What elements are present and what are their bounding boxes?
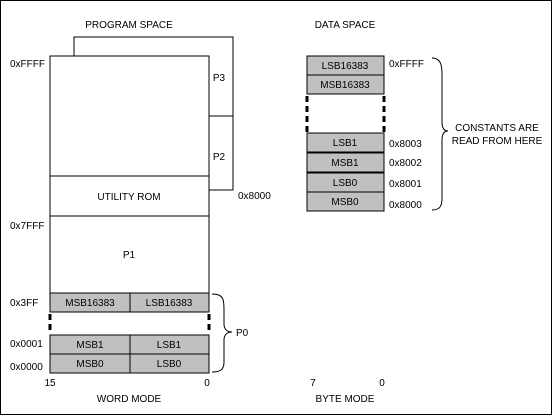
region-p0: P0 [236, 328, 249, 339]
data-addr-8001: 0x8001 [389, 179, 422, 190]
data-bit-high: 7 [310, 378, 316, 389]
data-addr-8002: 0x8002 [389, 158, 422, 169]
constants-note-line1: CONSTANTS ARE [455, 123, 539, 134]
data-addr-8000: 0x8000 [389, 200, 422, 211]
region-p2: P2 [212, 152, 226, 163]
constants-note-line2: READ FROM HERE [451, 136, 543, 147]
prog-addr-ffff: 0xFFFF [10, 59, 45, 70]
data-cell-msb0-label: MSB0 [331, 197, 359, 208]
prog-cell-lsb1-label: LSB1 [156, 340, 182, 351]
data-addr-8003: 0x8003 [389, 139, 422, 150]
data-bit-low: 0 [379, 378, 385, 389]
data-addr-ffff: 0xFFFF [389, 59, 424, 70]
prog-addr-8000: 0x8000 [238, 191, 271, 202]
region-p3: P3 [212, 73, 226, 84]
data-mode-label: BYTE MODE [315, 394, 375, 405]
prog-cell-lsb16383-label: LSB16383 [145, 298, 193, 309]
prog-bit-low: 0 [204, 378, 210, 389]
prog-addr-3ff: 0x3FF [10, 298, 39, 309]
prog-addr-0001: 0x0001 [10, 339, 43, 350]
prog-addr-0000: 0x0000 [10, 362, 43, 373]
p0-brace [212, 294, 232, 372]
data-cell-lsb0-label: LSB0 [332, 178, 358, 189]
region-p1: P1 [122, 250, 136, 261]
constants-brace [432, 58, 448, 210]
prog-addr-7fff: 0x7FFF [10, 221, 45, 232]
prog-bit-high: 15 [44, 378, 56, 389]
program-space-title: PROGRAM SPACE [85, 20, 173, 31]
prog-cell-msb0-label: MSB0 [76, 359, 104, 370]
data-space-title: DATA SPACE [314, 20, 376, 31]
data-cell-lsb1-label: LSB1 [332, 138, 358, 149]
prog-cell-msb16383-label: MSB16383 [65, 298, 115, 309]
program-mode-label: WORD MODE [96, 394, 162, 405]
data-cell-msb16383-label: MSB16383 [320, 80, 370, 91]
data-cell-msb1-label: MSB1 [331, 158, 359, 169]
prog-cell-msb1-label: MSB1 [76, 340, 104, 351]
prog-cell-lsb0-label: LSB0 [156, 359, 182, 370]
region-utility-rom: UTILITY ROM [97, 192, 161, 203]
data-cell-lsb16383-label: LSB16383 [321, 61, 369, 72]
